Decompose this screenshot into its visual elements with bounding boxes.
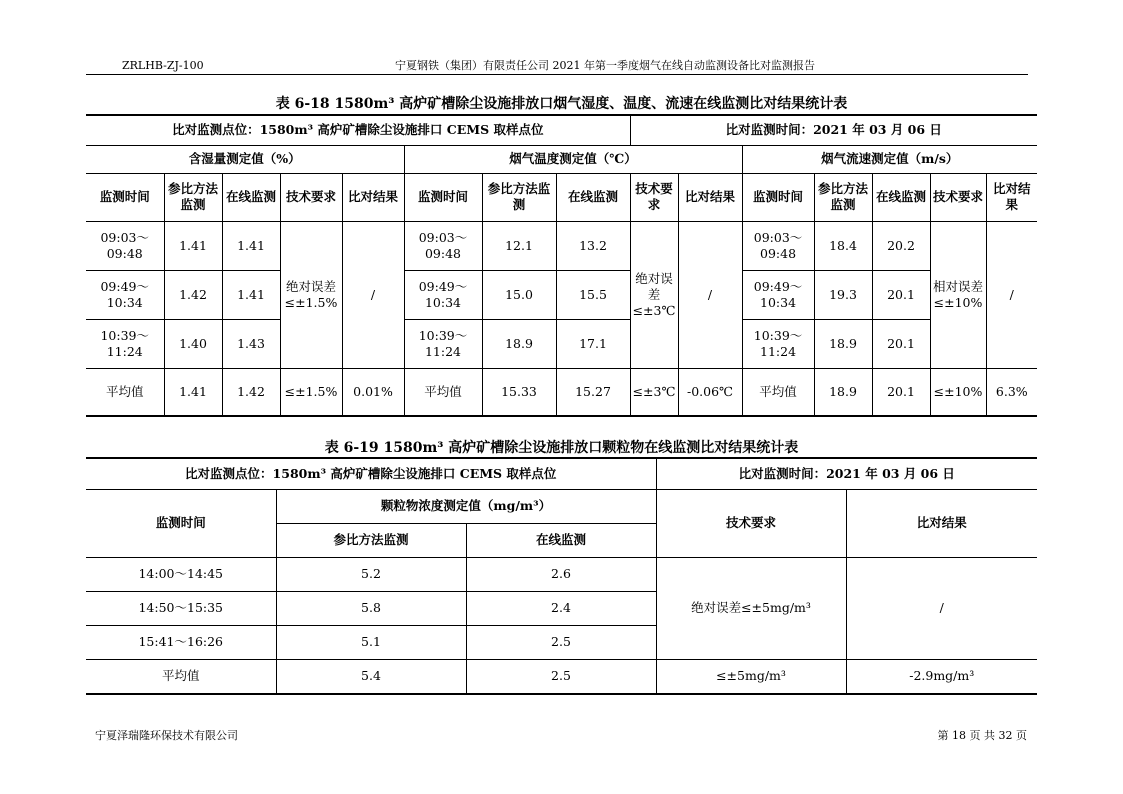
table1-location: 比对监测点位：1580m³ 高炉矿槽除尘设施排口 CEMS 取样点位 [86,115,630,145]
particulate-online: 2.6 [466,557,656,591]
table2-title: 表 6-19 1580m³ 高炉矿槽除尘设施排放口颗粒物在线监测比对结果统计表 [324,440,799,456]
particulate-group-header: 颗粒物浓度测定值（mg/m³） [276,489,656,523]
temperature-avg-result: -0.06℃ [678,368,742,416]
velocity-avg-requirement: ≤±10% [930,368,986,416]
col-header: 在线监测 [872,173,930,221]
velocity-ref: 19.3 [814,270,872,319]
humidity-online: 1.41 [222,221,280,270]
humidity-group-header: 含湿量测定值（%） [86,145,404,173]
col-header: 在线监测 [556,173,630,221]
col-header: 参比方法监测 [814,173,872,221]
humidity-ref: 1.41 [164,221,222,270]
temperature-ref: 15.0 [482,270,556,319]
col-header: 参比方法监测 [164,173,222,221]
temperature-time: 09:03～09:48 [404,221,482,270]
table-row [86,270,1037,319]
particulate-avg-ref: 5.4 [276,659,466,694]
table-row [86,557,1037,591]
table1-time: 比对监测时间：2021 年 03 月 06 日 [630,115,1037,145]
humidity-time: 09:49～10:34 [86,270,164,319]
humidity-time: 09:03～09:48 [86,221,164,270]
humidity-time: 10:39～11:24 [86,319,164,368]
col-header-result: 比对结果 [846,489,1037,557]
temperature-result: / [678,221,742,368]
doc-code: ZRLHB-ZJ-100 [122,59,204,72]
col-header-ref: 参比方法监测 [276,523,466,557]
humidity-online: 1.43 [222,319,280,368]
velocity-online: 20.1 [872,270,930,319]
particulate-avg-online: 2.5 [466,659,656,694]
humidity-avg-requirement: ≤±1.5% [280,368,342,416]
temperature-avg-label: 平均值 [404,368,482,416]
col-header: 监测时间 [742,173,814,221]
velocity-avg-label: 平均值 [742,368,814,416]
humidity-avg-result: 0.01% [342,368,404,416]
report-title: 宁夏钢铁（集团）有限责任公司 2021 年第一季度烟气在线自动监测设备比对监测报告 [395,59,815,72]
table-row [86,319,1037,368]
humidity-ref: 1.40 [164,319,222,368]
particulate-result: / [846,557,1037,659]
table2-time: 比对监测时间：2021 年 03 月 06 日 [656,458,1037,489]
humidity-result: / [342,221,404,368]
velocity-avg-online: 20.1 [872,368,930,416]
velocity-online: 20.1 [872,319,930,368]
particulate-time: 14:00～14:45 [86,557,276,591]
footer-page-number: 第 18 页 共 32 页 [937,729,1027,742]
temperature-avg-requirement: ≤±3℃ [630,368,678,416]
temperature-online: 15.5 [556,270,630,319]
particulate-ref: 5.2 [276,557,466,591]
velocity-result: / [986,221,1037,368]
col-header: 在线监测 [222,173,280,221]
col-header: 技术要求 [930,173,986,221]
velocity-time: 09:03～09:48 [742,221,814,270]
table2-location: 比对监测点位：1580m³ 高炉矿槽除尘设施排口 CEMS 取样点位 [86,458,656,489]
col-header-online: 在线监测 [466,523,656,557]
temperature-ref: 12.1 [482,221,556,270]
table1 [86,114,1037,417]
table2 [86,457,1037,695]
velocity-avg-result: 6.3% [986,368,1037,416]
table-row [86,221,1037,270]
col-header: 比对结果 [678,173,742,221]
col-header-time: 监测时间 [86,489,276,557]
velocity-time: 09:49～10:34 [742,270,814,319]
velocity-group-header: 烟气流速测定值（m/s） [742,145,1037,173]
velocity-requirement: 相对误差≤±10% [930,221,986,368]
table1-title: 表 6-18 1580m³ 高炉矿槽除尘设施排放口烟气湿度、温度、流速在线监测比对结果统计表 [275,96,848,112]
temperature-time: 10:39～11:24 [404,319,482,368]
velocity-time: 10:39～11:24 [742,319,814,368]
temperature-online: 13.2 [556,221,630,270]
col-header: 技术要求 [630,173,678,221]
col-header: 比对结果 [342,173,404,221]
col-header: 参比方法监测 [482,173,556,221]
humidity-ref: 1.42 [164,270,222,319]
velocity-avg-ref: 18.9 [814,368,872,416]
humidity-avg-ref: 1.41 [164,368,222,416]
velocity-ref: 18.4 [814,221,872,270]
temperature-ref: 18.9 [482,319,556,368]
col-header: 技术要求 [280,173,342,221]
particulate-online: 2.5 [466,625,656,659]
temperature-group-header: 烟气温度测定值（℃） [404,145,742,173]
temperature-requirement: 绝对误差≤±3℃ [630,221,678,368]
header-rule [86,74,1028,75]
particulate-requirement: 绝对误差≤±5mg/m³ [656,557,846,659]
particulate-ref: 5.8 [276,591,466,625]
particulate-avg-label: 平均值 [86,659,276,694]
table-row [86,368,1037,416]
humidity-requirement: 绝对误差≤±1.5% [280,221,342,368]
particulate-avg-requirement: ≤±5mg/m³ [656,659,846,694]
col-header: 比对结果 [986,173,1037,221]
velocity-online: 20.2 [872,221,930,270]
col-header: 监测时间 [86,173,164,221]
particulate-avg-result: -2.9mg/m³ [846,659,1037,694]
temperature-avg-online: 15.27 [556,368,630,416]
velocity-ref: 18.9 [814,319,872,368]
temperature-avg-ref: 15.33 [482,368,556,416]
particulate-time: 14:50～15:35 [86,591,276,625]
temperature-time: 09:49～10:34 [404,270,482,319]
col-header-requirement: 技术要求 [656,489,846,557]
footer-company: 宁夏泽瑞隆环保技术有限公司 [95,729,238,742]
humidity-online: 1.41 [222,270,280,319]
temperature-online: 17.1 [556,319,630,368]
particulate-time: 15:41～16:26 [86,625,276,659]
col-header: 监测时间 [404,173,482,221]
particulate-ref: 5.1 [276,625,466,659]
humidity-avg-label: 平均值 [86,368,164,416]
particulate-online: 2.4 [466,591,656,625]
humidity-avg-online: 1.42 [222,368,280,416]
table-row [86,659,1037,694]
